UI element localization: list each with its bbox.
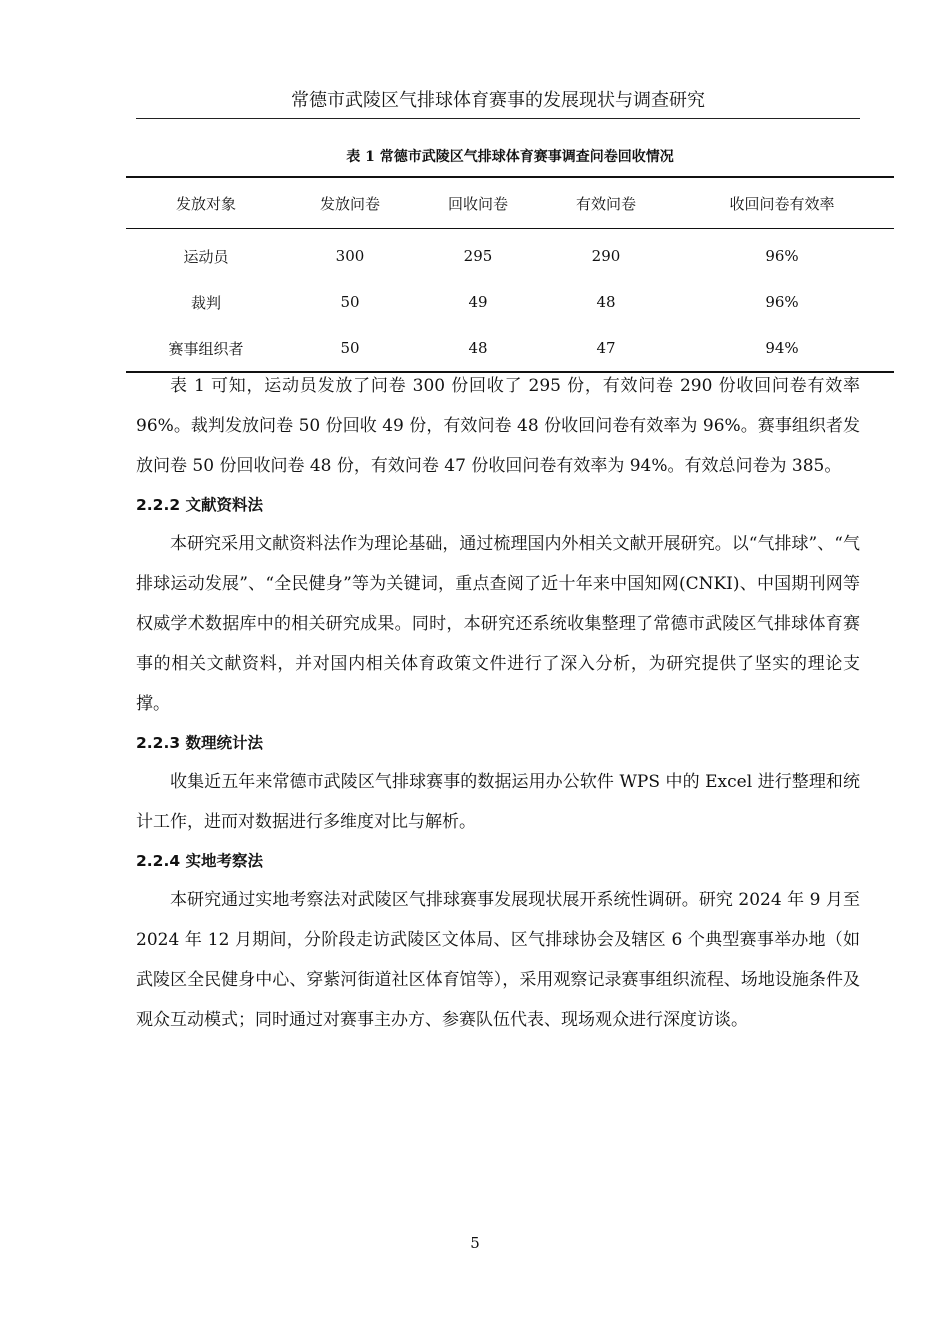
paragraph-statistics-method: 收集近五年来常德市武陵区气排球赛事的数据运用办公软件 WPS 中的 Excel 进行整理和统计工作，进而对数据进行多维度对比与解析。 — [136, 772, 860, 832]
table-cell: 94% — [765, 339, 799, 357]
column-header-issued: 发放问卷 — [319, 194, 380, 213]
table-cell: 48 — [468, 339, 488, 357]
table-cell: 96% — [765, 247, 799, 265]
column-header-valid: 有效问卷 — [575, 194, 636, 213]
table-row — [126, 325, 894, 372]
table-cell: 290 — [591, 247, 621, 265]
column-header-returned: 回收问卷 — [447, 194, 508, 213]
section-heading-2-2-3: 2.2.3 数理统计法 — [136, 734, 264, 752]
table-cell: 运动员 — [183, 247, 229, 266]
table-row — [126, 229, 894, 280]
table-cell: 裁判 — [190, 293, 221, 312]
table-cell: 50 — [340, 293, 360, 311]
column-header-valid-rate: 收回问卷有效率 — [729, 194, 835, 213]
questionnaire-table — [126, 176, 894, 373]
paragraph-literature-method: 本研究采用文献资料法作为理论基础，通过梳理国内外相关文献开展研究。以“气排球”、“气排球运动发展”、“全民健身”等为关键词，重点查阅了近十年来中国知网(CNKI)、中国期刊网等权威学术数据库中的相关研究成果。同时，本研究还系统收集整理了常德市武陵区气排球体育赛事的相关文献资料，并对国内相关体育政策文件进行了深入分析，为研究提供了坚实的理论支撑。 — [136, 534, 860, 714]
table-row — [126, 279, 894, 325]
running-header: 常德市武陵区气排球体育赛事的发展现状与调查研究 — [136, 88, 860, 119]
section-heading-2-2-4: 2.2.4 实地考察法 — [136, 852, 264, 870]
table-caption: 表 1 常德市武陵区气排球体育赛事调查问卷回收情况 — [346, 149, 674, 165]
table-cell: 300 — [335, 247, 365, 265]
table-cell: 赛事组织者 — [168, 339, 244, 358]
paragraph-field-investigation: 本研究通过实地考察法对武陵区气排球赛事发展现状展开系统性调研。研究 2024 年 9 月至 2024 年 12 月期间，分阶段走访武陵区文体局、区气排球协会及辖区 6 个典型赛事举办地（如武陵区全民健身中心、穿紫河街道社区体育馆等），采用观察记录赛事组织流程、场地设施条件及观众互动模式；同时通过对赛事主办方、参赛队伍代表、现场观众进行深度访谈。 — [136, 890, 860, 1030]
page-number: 5 — [470, 1234, 480, 1252]
table-header-row — [126, 177, 894, 229]
table-cell: 50 — [340, 339, 360, 357]
table-cell: 49 — [468, 293, 488, 311]
table-cell: 295 — [463, 247, 493, 265]
body-text — [136, 366, 860, 1040]
column-header-target: 发放对象 — [175, 194, 236, 213]
section-heading-2-2-2: 2.2.2 文献资料法 — [136, 496, 264, 514]
table-cell: 96% — [765, 293, 799, 311]
table-cell: 48 — [596, 293, 616, 311]
table-cell: 47 — [596, 339, 616, 357]
paragraph-table-summary: 表 1 可知，运动员发放了问卷 300 份回收了 295 份，有效问卷 290 份收回问卷有效率 96%。裁判发放问卷 50 份回收 49 份，有效问卷 48 份收回问卷有效率为 96%。赛事组织者发放问卷 50 份回收问卷 48 份，有效问卷 47 份收回问卷有效率为 94%。有效总问卷为 385。 — [136, 376, 860, 476]
